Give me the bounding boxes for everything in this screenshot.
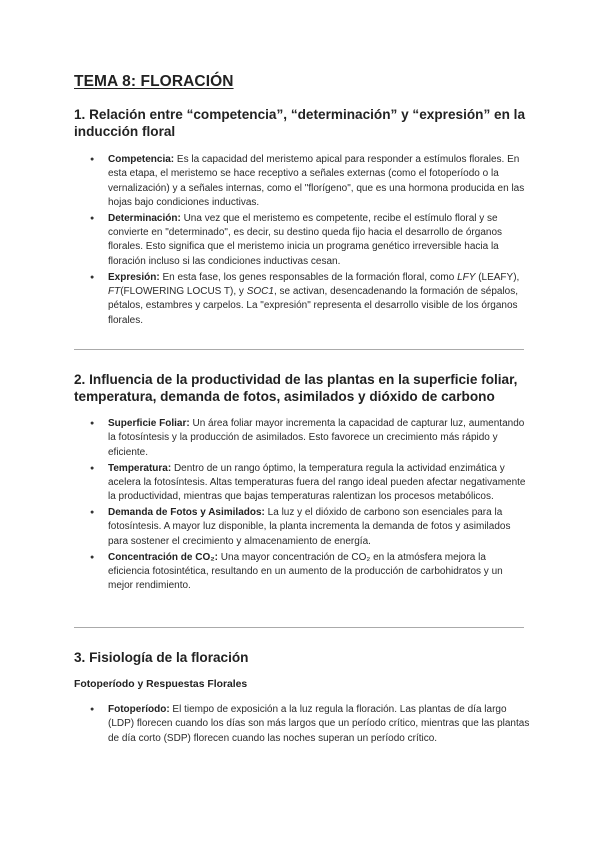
list-item (90, 551, 530, 594)
item-text: Una vez que el meristemo es competente, recibe el estímulo floral y se convierte en "determinado", es decir, su destino queda fijo hacia el desarrollo de órganos florales. Esto significa que el meristemo inicia un programa genético irreversible hacia la floración incluso si las condiciones inductivas cesan. (108, 212, 503, 267)
item-term: Competencia: (108, 154, 175, 165)
item-text: (FLOWERING LOCUS T), y (120, 286, 247, 298)
item-text: En esta fase, los genes responsables de la formación floral, como (159, 271, 458, 283)
gene-name: FT (108, 286, 121, 298)
section-3-subheading: Fotoperíodo y Respuestas Florales (74, 679, 248, 690)
item-text: El tiempo de exposición a la luz regula la floración. Las plantas de día largo (LDP) florecen cuando los días son más largos que un período crítico, mientras que las plantas de día corto (SDP) florecen cuando las noches superan un período crítico. (108, 704, 530, 744)
section-1-list (90, 153, 530, 330)
item-term: Temperatura: (108, 462, 172, 474)
item-term: Determinación: (108, 212, 181, 224)
section-3-list (90, 703, 530, 748)
section-divider (74, 627, 524, 628)
gene-name: SOC1 (246, 286, 274, 298)
section-1-heading: 1. Relación entre “competencia”, “determinación” y “expresión” en la inducción floral (74, 107, 526, 139)
item-term: Expresión: (108, 271, 160, 283)
gene-name: LFY (457, 271, 476, 283)
item-term: Demanda de Fotos y Asimilados: (108, 507, 265, 519)
item-text: La luz y el dióxido de carbono son esenciales para la fotosíntesis. A mayor luz disponible, la planta incrementa la demanda de fotos y asimilados para sostener el crecimiento y almacenamiento de energía. (108, 507, 511, 547)
list-item (90, 417, 530, 460)
list-item (90, 212, 530, 269)
section-2-heading: 2. Influencia de la productividad de las plantas en la superficie foliar, temperatura, demanda de fotos, asimilados y dióxido de carbono (74, 372, 518, 404)
item-text: , se activan, desencadenando la formación de sépalos, pétalos, estambres y carpelos. La "expresión" representa el desarrollo visible de los órganos florales. (108, 286, 519, 326)
section-3-heading: 3. Fisiología de la floración (74, 650, 249, 665)
item-text: Es la capacidad del meristemo apical para responder a estímulos florales. En esta etapa, el meristemo se hace receptivo a señales externas (como el fotoperíodo o la vernalización) y a señales internas, como el "florígeno", que es una hormona producida en las hojas bajo condiciones inductivas. (108, 154, 525, 208)
item-text: Una mayor concentración de CO₂ en la atmósfera mejora la eficiencia fotosintética, resultando en un aumento de la producción de carbohidratos y un mejor rendimiento. (108, 551, 503, 592)
list-item (90, 462, 530, 505)
section-2-list (90, 417, 530, 595)
item-text: Dentro de un rango óptimo, la temperatura regula la actividad enzimática y acelera la fotosíntesis. Altas temperaturas fuera del rango ideal pueden afectar negativamente la productividad, mientras que bajas temperaturas ralentizan los procesos metabólicos. (108, 462, 526, 503)
list-item (90, 506, 530, 549)
section-divider (74, 349, 524, 350)
list-item (90, 153, 530, 210)
page-title: TEMA 8: FLORACIÓN (74, 73, 234, 90)
item-term: Superficie Foliar: (108, 418, 190, 429)
list-item (90, 271, 530, 328)
item-text: (LEAFY), (475, 271, 520, 283)
item-text: Un área foliar mayor incrementa la capacidad de capturar luz, aumentando la fotosíntesis y la producción de asimilados. Esto favorece un crecimiento más rápido y eficiente. (108, 418, 525, 458)
item-term: Fotoperíodo: (108, 704, 170, 715)
item-term: Concentración de CO₂: (108, 551, 219, 563)
list-item (90, 703, 530, 746)
